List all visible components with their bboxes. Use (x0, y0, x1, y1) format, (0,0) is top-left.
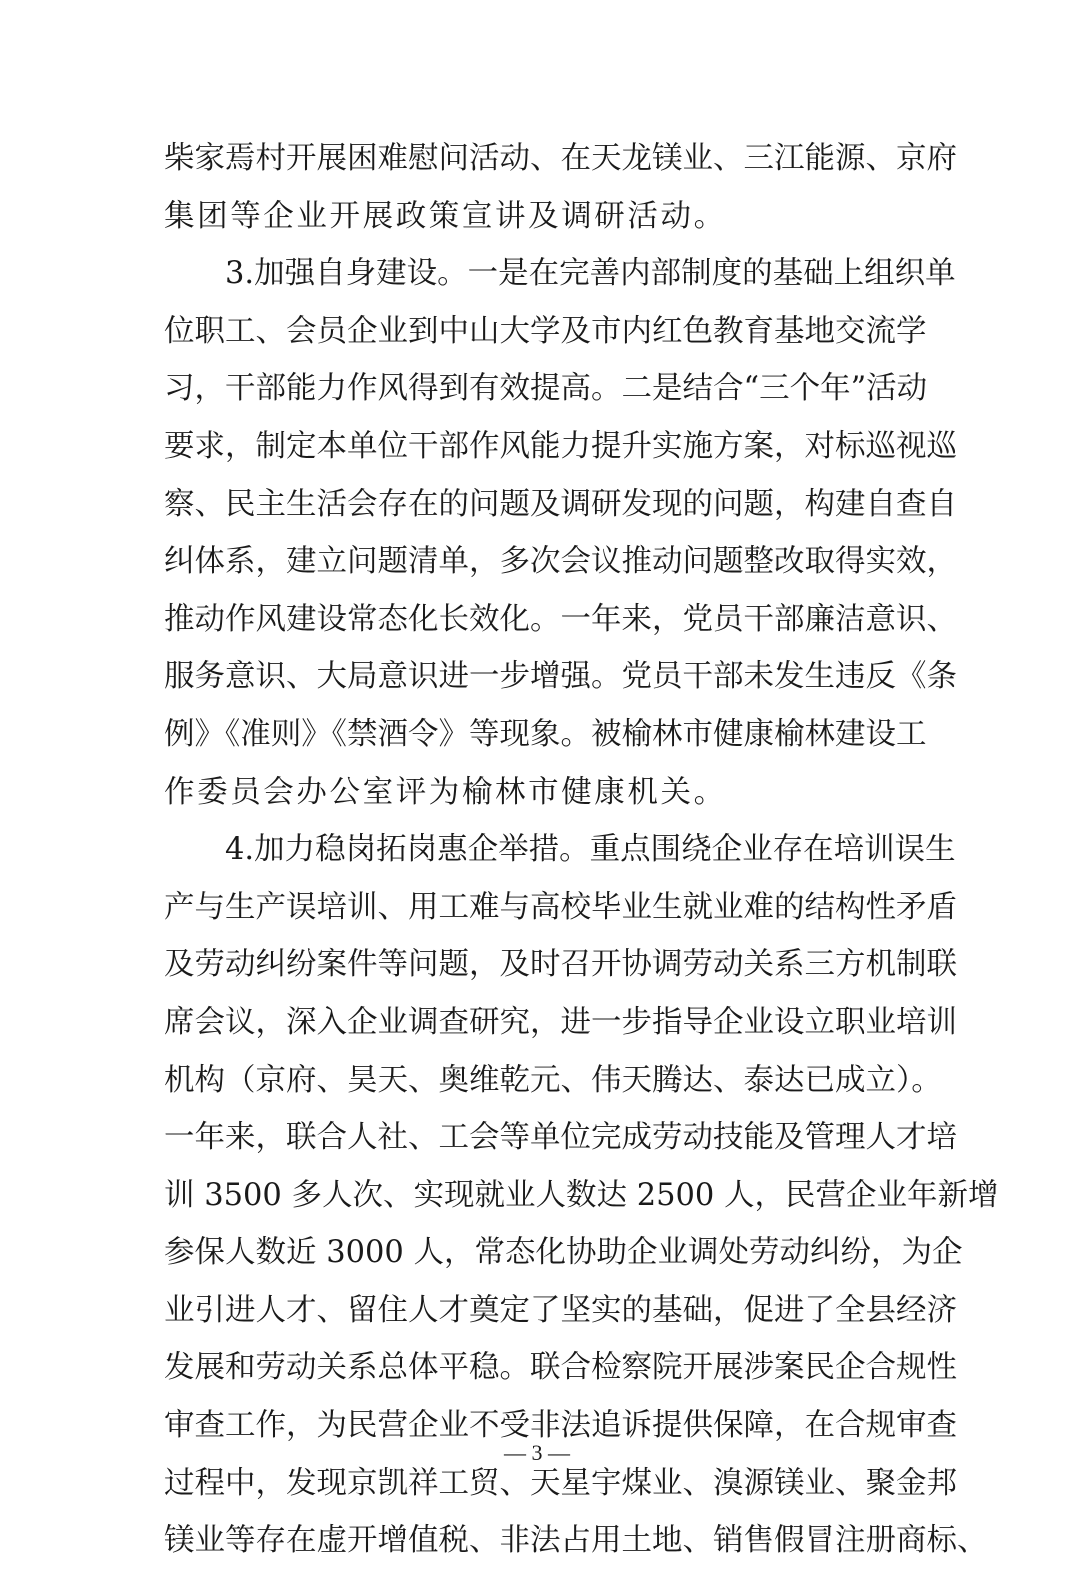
body-text (164, 130, 999, 1570)
text-line: 及劳动纠纷案件等问题，及时召开协调劳动关系三方机制联 (164, 947, 957, 983)
text-line: 一年来，联合人社、工会等单位完成劳动技能及管理人才培 (164, 1120, 957, 1156)
page-number: — 3 — (504, 1440, 570, 1465)
text-line: 发展和劳动关系总体平稳。联合检察院开展涉案民企合规性 (164, 1350, 957, 1386)
text-line: 作委员会办公室评为榆林市健康机关。 (164, 774, 727, 810)
text-line: 参保人数近 3000 人，常态化协助企业调处劳动纠纷，为企 (164, 1235, 963, 1271)
text-line: 推动作风建设常态化长效化。一年来，党员干部廉洁意识、 (164, 601, 957, 637)
text-line: 3.加强自身建设。一是在完善内部制度的基础上组织单 (164, 256, 956, 292)
text-line: 产与生产误培训、用工难与高校毕业生就业难的结构性矛盾 (164, 889, 957, 925)
text-line: 柴家焉村开展困难慰问活动、在天龙镁业、三江能源、京府 (164, 141, 957, 176)
text-line: 位职工、会员企业到中山大学及市内红色教育基地交流学 (164, 313, 927, 349)
text-line: 训 3500 多人次、实现就业人数达 2500 人，民营企业年新增 (164, 1177, 999, 1213)
text-line: 机构（京府、昊天、奥维乾元、伟天腾达、泰达已成立）。 (164, 1062, 942, 1098)
text-line: 服务意识、大局意识进一步增强。党员干部未发生违反《条 (164, 659, 957, 695)
text-line: 察、民主生活会存在的问题及调研发现的问题，构建自查自 (164, 486, 957, 522)
text-line: 纠体系，建立问题清单，多次会议推动问题整改取得实效， (164, 544, 957, 580)
text-line: 镁业等存在虚开增值税、非法占用土地、销售假冒注册商标、 (164, 1523, 988, 1559)
text-line: 业引进人才、留住人才奠定了坚实的基础，促进了全县经济 (164, 1292, 957, 1328)
text-line: 要求，制定本单位干部作风能力提升实施方案，对标巡视巡 (164, 428, 957, 464)
text-line: 审查工作，为民营企业不受非法追诉提供保障，在合规审查 (164, 1408, 957, 1444)
text-line: 集团等企业开展政策宣讲及调研活动。 (164, 198, 727, 234)
text-line: 习，干部能力作风得到有效提高。二是结合“三个年”活动 (164, 371, 928, 407)
text-line: 4.加力稳岗拓岗惠企举措。重点围绕企业存在培训误生 (164, 832, 956, 868)
text-line: 席会议，深入企业调查研究，进一步指导企业设立职业培训 (164, 1004, 957, 1040)
text-line: 例》《准则》《禁酒令》等现象。被榆林市健康榆林建设工 (164, 716, 927, 752)
text-line: 过程中，发现京凯祥工贸、天星宇煤业、溴源镁业、聚金邦 (164, 1465, 957, 1501)
